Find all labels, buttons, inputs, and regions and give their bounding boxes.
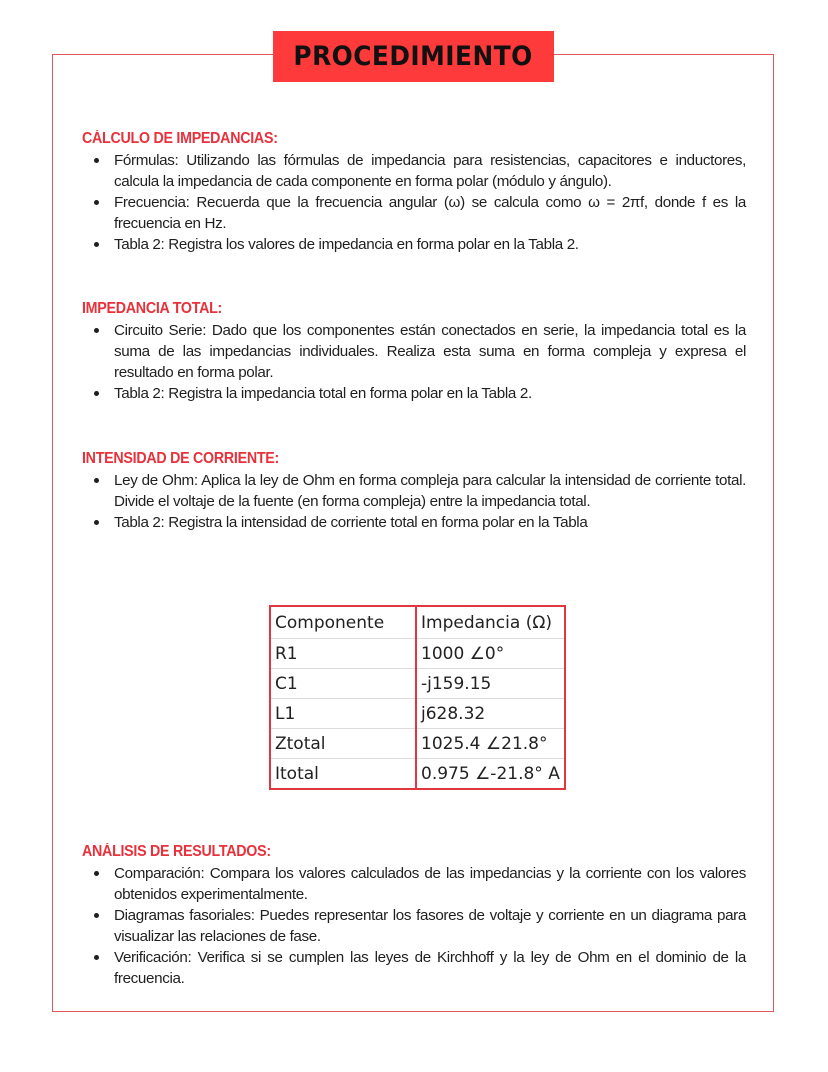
table-header-row xyxy=(270,606,565,639)
cell-impedance: 1000 ∠0° xyxy=(416,639,565,669)
section-heading: CÁLCULO DE IMPEDANCIAS: xyxy=(82,130,278,147)
cell-component: Ztotal xyxy=(270,729,416,759)
impedance-table xyxy=(269,605,566,790)
title-banner xyxy=(273,31,554,82)
table-row xyxy=(270,729,565,759)
table-row xyxy=(270,669,565,699)
list-item: Diagramas fasoriales: Puedes representar los fasores de voltaje y corriente en un diagrama para visualizar las relaciones de fase. xyxy=(82,905,746,947)
list-item: Circuito Serie: Dado que los componentes están conectados en serie, la impedancia total es la suma de las impedancias individuales. Realiza esta suma en forma compleja y expresa el resultado en forma polar. xyxy=(82,320,746,383)
table-row xyxy=(270,639,565,669)
column-header-impedancia: Impedancia (Ω) xyxy=(416,606,565,639)
bullet-list xyxy=(82,470,746,533)
impedance-table-container xyxy=(269,605,566,790)
cell-impedance: 1025.4 ∠21.8° xyxy=(416,729,565,759)
section-analisis-resultados xyxy=(82,843,746,989)
bullet-list xyxy=(82,320,746,404)
cell-impedance: j628.32 xyxy=(416,699,565,729)
bullet-list xyxy=(82,863,746,989)
section-heading: INTENSIDAD DE CORRIENTE: xyxy=(82,450,279,467)
page-title: PROCEDIMIENTO xyxy=(293,41,534,72)
section-impedancia-total xyxy=(82,300,746,404)
cell-impedance: -j159.15 xyxy=(416,669,565,699)
list-item: Comparación: Compara los valores calculados de las impedancias y la corriente con los valores obtenidos experimentalmente. xyxy=(82,863,746,905)
cell-component: C1 xyxy=(270,669,416,699)
list-item: Fórmulas: Utilizando las fórmulas de impedancia para resistencias, capacitores e inductores, calcula la impedancia de cada componente en forma polar (módulo y ángulo). xyxy=(82,150,746,192)
cell-component: R1 xyxy=(270,639,416,669)
section-calculo-impedancias xyxy=(82,130,746,255)
cell-component: Itotal xyxy=(270,759,416,790)
list-item: Ley de Ohm: Aplica la ley de Ohm en forma compleja para calcular la intensidad de corriente total. Divide el voltaje de la fuente (en forma compleja) entre la impedancia total. xyxy=(82,470,746,512)
list-item: Frecuencia: Recuerda que la frecuencia angular (ω) se calcula como ω = 2πf, donde f es la frecuencia en Hz. xyxy=(82,192,746,234)
column-header-componente: Componente xyxy=(270,606,416,639)
list-item: Tabla 2: Registra la impedancia total en forma polar en la Tabla 2. xyxy=(82,383,746,404)
table-row xyxy=(270,699,565,729)
section-heading: IMPEDANCIA TOTAL: xyxy=(82,300,223,317)
table-row xyxy=(270,759,565,790)
section-heading: ANÁLISIS DE RESULTADOS: xyxy=(82,843,271,860)
list-item: Tabla 2: Registra la intensidad de corriente total en forma polar en la Tabla xyxy=(82,512,746,533)
section-intensidad-corriente xyxy=(82,450,746,533)
list-item: Verificación: Verifica si se cumplen las leyes de Kirchhoff y la ley de Ohm en el dominio de la frecuencia. xyxy=(82,947,746,989)
list-item: Tabla 2: Registra los valores de impedancia en forma polar en la Tabla 2. xyxy=(82,234,746,255)
bullet-list xyxy=(82,150,746,255)
cell-impedance: 0.975 ∠-21.8° A xyxy=(421,763,560,784)
cell-component: L1 xyxy=(270,699,416,729)
